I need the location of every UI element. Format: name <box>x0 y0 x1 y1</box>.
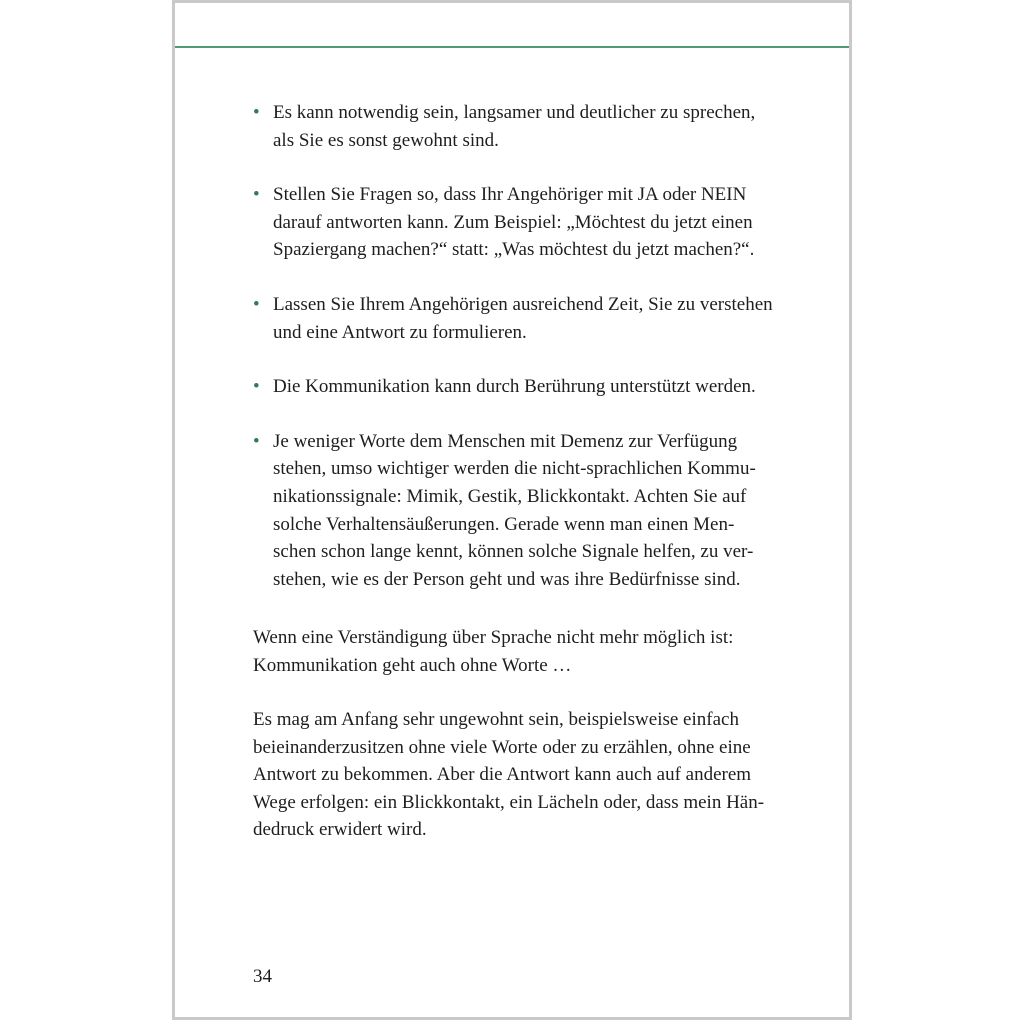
bullet-dot-icon: • <box>253 293 260 315</box>
bullet-item <box>253 181 798 264</box>
bullet-line: Es kann notwendig sein, langsamer und deutlicher zu sprechen, <box>273 102 756 123</box>
header-rule <box>175 46 849 48</box>
bullet-dot-icon: • <box>253 376 260 398</box>
bullet-list <box>253 99 798 620</box>
paragraph <box>253 706 793 844</box>
paragraph <box>253 624 793 679</box>
bullet-line: Lassen Sie Ihrem Angehörigen ausreichend Zeit, Sie zu verstehen <box>273 293 773 315</box>
paragraph-line: Antwort zu bekommen. Aber die Antwort kann auch auf anderem <box>253 764 752 786</box>
bullet-line: stehen, wie es der Person geht und was ihre Bedürfnisse sind. <box>273 568 741 590</box>
bullet-line: als Sie es sonst gewohnt sind. <box>273 129 499 151</box>
bullet-item <box>253 99 798 154</box>
paragraph-line: Wege erfolgen: ein Blickkontakt, ein Lächeln oder, dass mein Hän- <box>253 791 765 813</box>
bullet-line: Stellen Sie Fragen so, dass Ihr Angehöriger mit JA oder NEIN <box>273 184 747 206</box>
bullet-dot-icon: • <box>253 102 260 123</box>
paragraph-line: Wenn eine Verständigung über Sprache nicht mehr möglich ist: <box>253 627 734 648</box>
bullet-line: Je weniger Worte dem Menschen mit Demenz zur Verfügung <box>273 430 738 452</box>
bullet-item <box>253 291 798 346</box>
bullet-dot-icon: • <box>253 430 260 452</box>
bullet-item <box>253 373 798 401</box>
paragraph-line: Kommunikation geht auch ohne Worte … <box>253 654 572 676</box>
bullet-line: nikationssignale: Mimik, Gestik, Blickkontakt. Achten Sie auf <box>273 485 747 507</box>
page-number: 34 <box>253 966 272 987</box>
paragraph-line: dedruck erwidert wird. <box>253 819 427 841</box>
bullet-line: solche Verhaltensäußerungen. Gerade wenn man einen Men- <box>273 513 735 535</box>
bullet-line: schen schon lange kennt, können solche Signale helfen, zu ver- <box>273 541 754 563</box>
paragraph-line: Es mag am Anfang sehr ungewohnt sein, beispielsweise einfach <box>253 709 739 730</box>
bullet-item <box>253 428 798 594</box>
bullet-line: Spaziergang machen?“ statt: „Was möchtest du jetzt machen?“. <box>273 239 755 261</box>
bullet-line: und eine Antwort zu formulieren. <box>273 321 527 343</box>
paragraph-line: beieinanderzusitzen ohne viele Worte oder zu erzählen, ohne eine <box>253 736 751 758</box>
bullet-line: stehen, umso wichtiger werden die nicht-sprachlichen Kommu- <box>273 458 756 480</box>
bullet-line: darauf antworten kann. Zum Beispiel: „Möchtest du jetzt einen <box>273 211 753 233</box>
bullet-line: Die Kommunikation kann durch Berührung unterstützt werden. <box>273 376 756 398</box>
book-page <box>172 0 852 1020</box>
bullet-dot-icon: • <box>253 184 260 206</box>
